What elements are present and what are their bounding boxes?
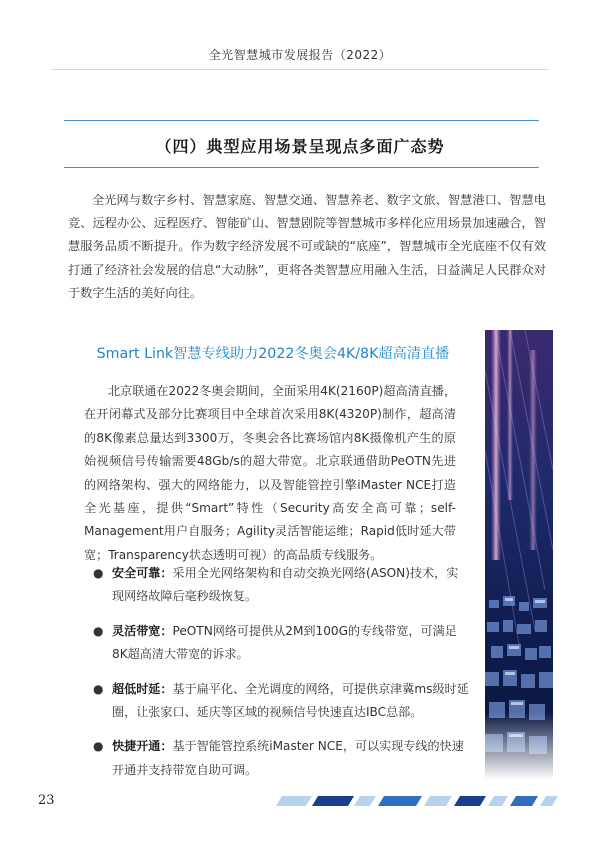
footer-decorative-bars xyxy=(262,793,562,807)
header-divider xyxy=(52,69,548,70)
header-title: 全光智慧城市发展报告（2022） xyxy=(208,48,392,62)
bullet-dot-icon: ● xyxy=(93,566,104,580)
case-body-paragraph: 北京联通在2022冬奥会期间，全面采用4K(2160P)超高清直播，在开闭幕式及部分比赛项目中全球首次采用8K(4320P)制作，超高清的8K像素总量达到3300万，冬奥会各比赛场馆内8K摄像机产生的原始视频信号传输需要48Gb/s的超大带宽。北京联通借助PeOTN先进的网络架构、强大的网络能力，以及智能管控引擎iMaster NCE打造全光基座，提供“Smart”特性（Security高安全高可靠；self-Management用户自服务；Agility灵活智能运维；Rapid低时延大带宽；Transparency状态透明可视）的高品质专线服务。 xyxy=(84,384,456,562)
bullet-label: 灵活带宽： xyxy=(112,623,173,638)
bullet-dot-icon: ● xyxy=(93,623,104,638)
section-title: （四）典型应用场景呈现点多面广态势 xyxy=(155,137,445,156)
list-item xyxy=(88,735,470,782)
section-rule-top xyxy=(64,120,539,121)
bullet-label: 快捷开通： xyxy=(112,739,173,754)
list-item xyxy=(88,562,470,609)
bullet-text: PeOTN网络可提供从2M到100G的专线带宽，可满足8K超高清大带宽的诉求。 xyxy=(112,623,457,662)
list-item xyxy=(88,620,470,667)
intro-paragraph: 全光网与数字乡村、智慧家庭、智慧交通、智慧养老、数字文旅、智慧港口、智慧电竞、远程办公、远程医疗、智能矿山、智慧剧院等智慧城市多样化应用场景加速融合，智慧服务品质不断提升。作为数字经济发展不可或缺的“底座”，智慧城市全光底座不仅有效打通了经济社会发展的信息“大动脉”，更将各类智慧应用融入生活，日益满足人民群众对于数字生活的美好向往。 xyxy=(68,193,546,300)
feature-list xyxy=(88,562,470,793)
bullet-text: 基于智能管控系统iMaster NCE，可以实现专线的快速开通并支持带宽自助可调。 xyxy=(112,739,464,777)
bullet-text: 采用全光网络架构和自动交换光网络(ASON)技术，实现网络故障后毫秒级恢复。 xyxy=(112,566,459,604)
list-item xyxy=(88,678,470,725)
bullet-dot-icon: ● xyxy=(93,739,104,754)
bullet-text: 基于扁平化、全光调度的网络，可提供京津冀ms级时延圈，让张家口、延庆等区域的视频信号快速直达IBC总部。 xyxy=(112,681,469,720)
decorative-tech-image xyxy=(485,330,553,780)
bullet-dot-icon: ● xyxy=(93,681,104,696)
bullet-label: 超低时延： xyxy=(112,681,173,696)
bullet-label: 安全可靠： xyxy=(112,566,173,580)
page-number: 23 xyxy=(38,793,55,808)
section-rule-bottom xyxy=(64,167,539,168)
case-title: Smart Link智慧专线助力2022冬奥会4K/8K超高清直播 xyxy=(96,346,450,362)
